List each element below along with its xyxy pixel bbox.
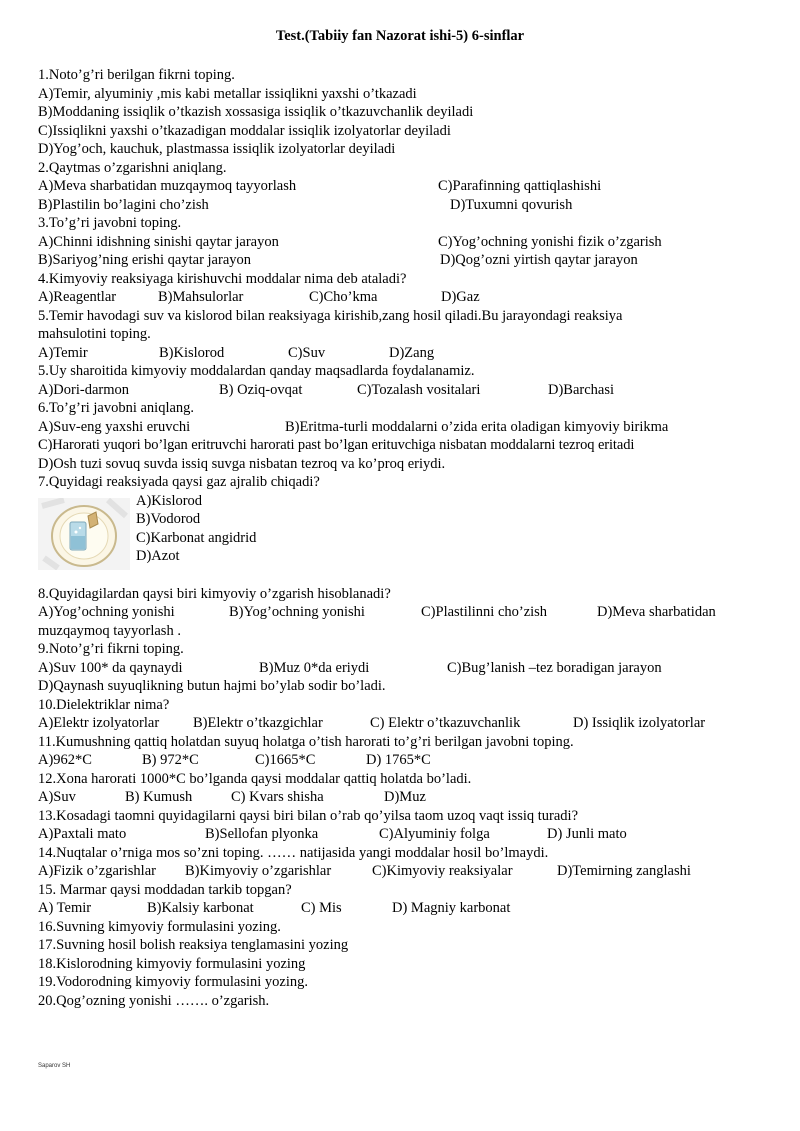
question-2: 2.Qaytmas o’zgarishni aniqlang. xyxy=(38,160,227,176)
q15-option-d: D) Magniy karbonat xyxy=(392,900,511,916)
q2-option-a: A)Meva sharbatidan muzqaymoq tayyorlash xyxy=(38,178,297,194)
question-4: 4.Kimyoviy reaksiyaga kirishuvchi moddalar nima deb ataladi? xyxy=(38,271,407,287)
reaction-illustration-icon xyxy=(38,498,130,570)
q12-option-d: D)Muz xyxy=(384,789,426,805)
question-13: 13.Kosadagi taomni quyidagilarni qaysi biri bilan o’rab qo’yilsa taom uzoq vaqt issiq turadi? xyxy=(38,808,579,824)
q5-option-c: C)Suv xyxy=(288,345,326,361)
question-18: 18.Kislorodning kimyoviy formulasini yozing xyxy=(38,956,306,972)
question-9: 9.Noto’g’ri fikrni toping. xyxy=(38,641,184,657)
page-title: Test.(Tabiiy fan Nazorat ishi-5) 6-sinflar xyxy=(275,28,525,44)
question-1: 1.Noto’g’ri berilgan fikrni toping. xyxy=(38,67,235,83)
q14-option-c: C)Kimyoviy reaksiyalar xyxy=(372,863,513,879)
q9-option-a: A)Suv 100* da qaynaydi xyxy=(38,660,183,676)
q11-option-c: C)1665*C xyxy=(255,752,316,768)
q6-option-d: D)Osh tuzi sovuq suvda issiq suvga nisbatan tezroq va ko’proq eriydi. xyxy=(38,456,446,472)
q15-option-b: B)Kalsiy karbonat xyxy=(147,900,254,916)
q1-option-b: B)Moddaning issiqlik o’tkazish xossasiga issiqlik o’tkazuvchanlik deyiladi xyxy=(38,104,474,120)
q4-option-c: C)Cho’kma xyxy=(309,289,378,305)
q13-option-a: A)Paxtali mato xyxy=(38,826,127,842)
q9-option-b: B)Muz 0*da eriydi xyxy=(259,660,370,676)
q3-option-b: B)Sariyog’ning erishi qaytar jarayon xyxy=(38,252,252,268)
question-5: 5.Temir havodagi suv va kislorod bilan reaksiyaga kirishib,zang hosil qiladi.Bu jarayondagi reaksiya xyxy=(38,308,623,324)
q4-option-d: D)Gaz xyxy=(441,289,480,305)
reaction-image xyxy=(38,498,130,570)
q7-option-b: B)Vodorod xyxy=(136,511,201,527)
question-16: 16.Suvning kimyoviy formulasini yozing. xyxy=(38,919,281,935)
q10-option-a: A)Elektr izolyatorlar xyxy=(38,715,160,731)
question-12: 12.Xona harorati 1000*C bo’lganda qaysi moddalar qattiq holatda bo’ladi. xyxy=(38,771,472,787)
q8-option-d-continued: muzqaymoq tayyorlash . xyxy=(38,623,181,639)
q5-option-b: B)Kislorod xyxy=(159,345,225,361)
q14-option-d: D)Temirning zanglashi xyxy=(557,863,691,879)
q8-option-a: A)Yog’ochning yonishi xyxy=(38,604,175,620)
q1-option-d: D)Yog’och, kauchuk, plastmassa issiqlik izolyatorlar deyiladi xyxy=(38,141,396,157)
q9-option-c: C)Bug’lanish –tez boradigan jarayon xyxy=(447,660,662,676)
q1-option-a: A)Temir, alyuminiy ,mis kabi metallar issiqlikni yaxshi o’tkazadi xyxy=(38,86,417,102)
q8-option-b: B)Yog’ochning yonishi xyxy=(229,604,365,620)
question-10: 10.Dielektriklar nima? xyxy=(38,697,170,713)
question-5b: 5.Uy sharoitida kimyoviy moddalardan qanday maqsadlarda foydalanamiz. xyxy=(38,363,475,379)
q7-option-a: A)Kislorod xyxy=(136,493,203,509)
q3-option-c: C)Yog’ochning yonishi fizik o’zgarish xyxy=(438,234,662,250)
q3-option-d: D)Qog’ozni yirtish qaytar jarayon xyxy=(440,252,638,268)
q13-option-c: C)Alyuminiy folga xyxy=(379,826,490,842)
question-5-continued: mahsulotini toping. xyxy=(38,326,151,342)
q6-option-b: B)Eritma-turli moddalarni o’zida erita oladigan kimyoviy birikma xyxy=(285,419,669,435)
q8-option-c: C)Plastilinni cho’zish xyxy=(421,604,548,620)
question-19: 19.Vodorodning kimyoviy formulasini yozing. xyxy=(38,974,308,990)
question-14: 14.Nuqtalar o’rniga mos so’zni toping. …… natijasida yangi moddalar hosil bo’lmaydi. xyxy=(38,845,549,861)
q12-option-b: B) Kumush xyxy=(125,789,193,805)
q7-option-c: C)Karbonat angidrid xyxy=(136,530,257,546)
q2-option-d: D)Tuxumni qovurish xyxy=(450,197,573,213)
question-3: 3.To’g’ri javobni toping. xyxy=(38,215,182,231)
question-6: 6.To’g’ri javobni aniqlang. xyxy=(38,400,195,416)
q6-option-a: A)Suv-eng yaxshi eruvchi xyxy=(38,419,191,435)
q4-option-a: A)Reagentlar xyxy=(38,289,117,305)
question-15: 15. Marmar qaysi moddadan tarkib topgan? xyxy=(38,882,292,898)
q2-option-c: C)Parafinning qattiqlashishi xyxy=(438,178,602,194)
q13-option-d: D) Junli mato xyxy=(547,826,627,842)
q5-option-d: D)Zang xyxy=(389,345,435,361)
q5-option-a: A)Temir xyxy=(38,345,88,361)
question-7: 7.Quyidagi reaksiyada qaysi gaz ajralib chiqadi? xyxy=(38,474,320,490)
q9-option-d: D)Qaynash suyuqlikning butun hajmi bo’ylab sodir bo’ladi. xyxy=(38,678,386,694)
q11-option-b: B) 972*C xyxy=(142,752,199,768)
q10-option-c: C) Elektr o’tkazuvchanlik xyxy=(370,715,521,731)
q5b-option-d: D)Barchasi xyxy=(548,382,615,398)
question-8: 8.Quyidagilardan qaysi biri kimyoviy o’zgarish hisoblanadi? xyxy=(38,586,391,602)
q5b-option-b: B) Oziq-ovqat xyxy=(219,382,303,398)
q5b-option-c: C)Tozalash vositalari xyxy=(357,382,481,398)
footer-author: Saparov SH xyxy=(38,1063,71,1069)
q14-option-a: A)Fizik o’zgarishlar xyxy=(38,863,156,879)
q10-option-d: D) Issiqlik izolyatorlar xyxy=(573,715,706,731)
q2-option-b: B)Plastilin bo’lagini cho’zish xyxy=(38,197,209,213)
q7-option-d: D)Azot xyxy=(136,548,180,564)
q15-option-a: A) Temir xyxy=(38,900,92,916)
q10-option-b: B)Elektr o’tkazgichlar xyxy=(193,715,323,731)
q11-option-a: A)962*C xyxy=(38,752,92,768)
question-11: 11.Kumushning qattiq holatdan suyuq holatga o’tish harorati to’g’ri berilgan javobni toping. xyxy=(38,734,574,750)
q4-option-b: B)Mahsulorlar xyxy=(158,289,244,305)
q1-option-c: C)Issiqlikni yaxshi o’tkazadigan moddalar issiqlik izolyatorlar deyiladi xyxy=(38,123,451,139)
q11-option-d: D) 1765*C xyxy=(366,752,431,768)
q12-option-a: A)Suv xyxy=(38,789,76,805)
q5b-option-a: A)Dori-darmon xyxy=(38,382,130,398)
q8-option-d: D)Meva sharbatidan xyxy=(597,604,716,620)
q15-option-c: C) Mis xyxy=(301,900,342,916)
question-17: 17.Suvning hosil bolish reaksiya tenglamasini yozing xyxy=(38,937,349,953)
q3-option-a: A)Chinni idishning sinishi qaytar jarayon xyxy=(38,234,279,250)
q14-option-b: B)Kimyoviy o’zgarishlar xyxy=(185,863,332,879)
q6-option-c: C)Harorati yuqori bo’lgan eritruvchi harorati past bo’lgan erituvchiga nisbatan moddalarni tezroq eritadi xyxy=(38,437,635,453)
q13-option-b: B)Sellofan plyonka xyxy=(205,826,319,842)
q12-option-c: C) Kvars shisha xyxy=(231,789,324,805)
question-20: 20.Qog’ozning yonishi ……. o’zgarish. xyxy=(38,993,270,1009)
